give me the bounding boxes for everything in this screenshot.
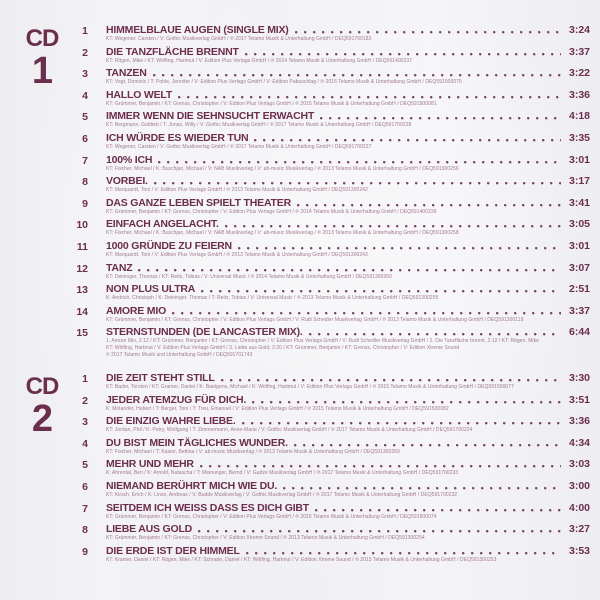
- track-body: [106, 437, 590, 456]
- track-body: [106, 415, 590, 434]
- track-row: [70, 480, 590, 499]
- track-credits: [106, 36, 590, 43]
- dotted-leader: [223, 225, 561, 228]
- track-title-line: [106, 415, 590, 427]
- track-duration: 3:05: [568, 218, 590, 231]
- dotted-leader: [293, 31, 561, 34]
- track-row: [70, 262, 590, 281]
- disc-label-prefix: CD: [25, 25, 59, 52]
- track-title-line: [106, 110, 590, 122]
- track-title: VORBEI.: [106, 175, 148, 188]
- track-duration: 2:51: [568, 283, 590, 296]
- dotted-leader: [295, 204, 561, 207]
- track-credit-line: KT: Bader, Torsten / KT: Gramer, Daniel / K: Baetgens, Michael / K: Wölfing, Hartmut / V: Edition Plus Verlags GmbH / ℗ 2015 Telamo Musik & Unterhaltung GmbH / DEQ591500077: [106, 384, 514, 391]
- track-row: [70, 197, 590, 216]
- track-duration: 3:36: [568, 88, 590, 101]
- track-duration: 3:36: [568, 415, 590, 428]
- track-credit-line: KT: Grümmer, Benjamin / KT: Grenss, Christopher / V: Edition Plus Verlags GmbH / ℗ 2014 Telamo Musik & Unterhaltung GmbH / DEQ591400239: [106, 208, 437, 215]
- track-body: [106, 110, 590, 129]
- track-row: [70, 372, 590, 391]
- track-duration: 3:03: [568, 458, 590, 471]
- track-row: [70, 502, 590, 521]
- track-duration: 3:30: [568, 372, 590, 385]
- track-title: IMMER WENN DIE SEHNSUCHT ERWACHT: [106, 110, 315, 123]
- track-credit-line: KT: Kirsch, Erich / K: Linse, Andreas / V: Budde Musikverlag / V: Gothic Musikverlag GmbH / ℗ 2017 Telamo Musik & Unterhaltung GmbH / DEQ591700232: [106, 492, 458, 499]
- track-credits: [106, 492, 590, 499]
- track-title-line: [106, 326, 590, 338]
- dotted-leader: [252, 139, 561, 142]
- track-credit-line: KT: Wegener, Carsten / V: Gothic Musikverlag GmbH / ℗ 2017 Telamo Musik & Unterhaltung GmbH / DEQ591700183: [106, 36, 372, 42]
- dotted-leader: [313, 509, 561, 512]
- track-duration: 3:37: [568, 45, 590, 58]
- track-title: HALLO WELT: [106, 88, 173, 101]
- track-row: [70, 46, 590, 65]
- track-row: [70, 24, 590, 43]
- track-number: 2: [82, 394, 88, 407]
- track-row: [70, 326, 590, 358]
- track-credit-line: KT: Grümmer, Benjamin / KT: Grenss, Christopher / V: Edition Plus Verlags GmbH / V: Rudi Schedler Musikverlag GmbH / ℗ 2013 Telamo Musik & Unterhaltung GmbH / DEQ591300119: [106, 316, 524, 323]
- track-body: [106, 218, 590, 237]
- track-body: [106, 372, 590, 391]
- track-duration: 3:17: [568, 175, 590, 188]
- track-row: [70, 132, 590, 151]
- track-duration: 3:07: [568, 261, 590, 274]
- track-title-line: [106, 394, 590, 406]
- track-number: 6: [82, 132, 88, 145]
- track-title: 100% ICH: [106, 153, 153, 166]
- track-title-line: [106, 545, 590, 557]
- dotted-leader: [176, 96, 561, 99]
- track-title: ICH WÜRDE ES WIEDER TUN: [106, 131, 249, 144]
- track-credits: [106, 252, 590, 259]
- track-credit-line: KT: Fischer, Michael / T: Kaiser, Bettina / V: ab-music Musikverlag / ℗ 2013 Telamo Musik & Unterhaltung GmbH / DEQ591300259: [106, 448, 400, 455]
- track-credits: [106, 384, 590, 391]
- track-title: DIE TANZFLÄCHE BRENNT: [106, 45, 239, 58]
- dotted-leader: [199, 290, 561, 293]
- track-row: [70, 283, 590, 302]
- track-credits: [106, 58, 590, 65]
- track-duration: 3:53: [568, 544, 590, 557]
- track-duration: 3:27: [568, 523, 590, 536]
- track-title-line: [106, 458, 590, 470]
- track-number: 1: [82, 373, 88, 386]
- track-row: [70, 89, 590, 108]
- track-credit-line: KT: Fischer, Michael / K: Buschjan, Michael / V: NAB Musikverlag / V: ab-music Musikverlag / ℗ 2013 Telamo Musik & Unterhaltung GmbH / DEQ591300258: [106, 230, 459, 237]
- track-credit-line: KT: Wölfing, Hartmut / V: Edition Plus Verlags GmbH / 3. Liebe aus Gold, 2:20 / KT: Grümmer, Benjamin / KT: Grenss, Christopher / V: Edition Xtreme Sound: [106, 344, 460, 351]
- track-row: [70, 240, 590, 259]
- track-title-line: [106, 218, 590, 230]
- track-duration: 4:34: [568, 436, 590, 449]
- dotted-leader: [156, 161, 561, 164]
- track-title: DU BIST MEIN TÄGLICHES WUNDER.: [106, 436, 288, 449]
- dotted-leader: [170, 312, 561, 315]
- track-credit-line: ℗ 2017 Telamo Musik und Unterhaltung GmbH / DEQ591701743: [106, 351, 253, 358]
- dotted-leader: [307, 333, 561, 336]
- track-credit-line: KT: Ritgen, Mike / KT: Wölfing, Hartmut / V: Edition Plus Verlags GmbH / ℗ 2014 Telamo Musik & Unterhaltung GmbH / DEQ591400237: [106, 57, 412, 64]
- track-duration: 3:35: [568, 131, 590, 144]
- track-title: HIMMELBLAUE AUGEN (SINGLE MIX): [106, 24, 289, 36]
- track-title-line: [106, 437, 590, 449]
- disc-label-prefix: CD: [25, 373, 59, 401]
- track-credits: [106, 122, 590, 129]
- track-number: 4: [82, 89, 88, 102]
- track-duration: 3:01: [568, 153, 590, 166]
- track-row: [70, 154, 590, 173]
- track-body: [106, 523, 590, 542]
- track-number: 2: [82, 46, 88, 59]
- track-row: [70, 305, 590, 324]
- track-number: 14: [76, 305, 88, 318]
- track-title-line: [106, 502, 590, 514]
- track-list: [70, 24, 590, 361]
- track-credits: [106, 101, 590, 108]
- track-title: DIE ZEIT STEHT STILL: [106, 372, 215, 385]
- track-number: 11: [76, 240, 88, 253]
- track-title: STERNSTUNDEN (DE LANCASTER MIX).: [106, 326, 303, 339]
- track-title-line: [106, 262, 590, 274]
- dotted-leader: [281, 487, 561, 490]
- track-body: [106, 154, 590, 173]
- track-credit-line: KT: Wegener, Carsten / V: Gothic Musikverlag GmbH / ℗ 2017 Telamo Musik & Unterhaltung GmbH / DEQ591700227: [106, 143, 372, 150]
- track-credit-line: K: Andrich, Christoph / K: Deininger, Thomas / T: Reitz, Tobias / V: Universal Music / ℗ 2013 Telamo Musik & Unterhaltung GmbH / DEQ591300255: [106, 295, 439, 302]
- track-number: 12: [76, 262, 88, 275]
- track-credit-line: KT: Jordan, Phil / K: Petry, Wolfgang / T: Zimmermann, Anne-Marie / V: Gothic Musikverlag GmbH / ℗ 2017 Telamo Musik & Unterhaltung GmbH / DEQ591700224: [106, 427, 473, 434]
- dotted-leader: [243, 53, 561, 56]
- track-credit-line: KT: Fischer, Michael / K: Buschjan, Michael / V: NAB Musikverlag / V: ab-music Musikverlag / ℗ 2013 Telamo Musik & Unterhaltung GmbH / DEQ591300256: [106, 165, 459, 172]
- track-credits: [106, 406, 590, 413]
- track-title: NON PLUS ULTRA: [106, 283, 196, 296]
- track-number: 7: [82, 502, 88, 515]
- track-credit-line: KT: Kramer, Daniel / KT: Ritgen, Mike / KT: Schrade, Daniel / KT: Wölfing, Hartmut / V: Edition Xtreme Sound / ℗ 2013 Telamo Musik & Unterhaltung GmbH / DEQ591300253: [106, 556, 497, 563]
- track-number: 3: [82, 68, 88, 81]
- track-title-line: [106, 523, 590, 535]
- track-duration: 3:00: [568, 480, 590, 493]
- track-credits: [106, 79, 590, 86]
- dotted-leader: [240, 422, 561, 425]
- track-title-line: [106, 154, 590, 166]
- track-credit-line: KT: Deininger, Thomas / KT: Reitz, Tobias / V: Universal Music / ℗ 2014 Telamo Musik & Unterhaltung GmbH / DEQ591300260: [106, 273, 392, 280]
- track-title-line: [106, 175, 590, 187]
- track-title-line: [106, 89, 590, 101]
- track-credits: [106, 514, 590, 521]
- track-credits: [106, 187, 590, 194]
- track-title-line: [106, 372, 590, 384]
- track-row: [70, 523, 590, 542]
- dotted-leader: [292, 444, 561, 447]
- disc-label-number: 1: [31, 50, 53, 92]
- track-title-line: [106, 46, 590, 58]
- track-title: SEITDEM ICH WEISS DASS ES DICH GIBT: [106, 501, 310, 514]
- track-credit-line: K: Ahrental, Ben / K: Arnold, Natascha / T: Meinunger, Bernd / V: Gudze Musikverlag GmbH / ℗ 2017 Telamo Musik & Unterhaltung GmbH / DEQ591700233: [106, 470, 459, 477]
- track-credits: [106, 166, 590, 173]
- track-number: 4: [82, 437, 88, 450]
- track-credits: [106, 209, 590, 216]
- track-body: [106, 458, 590, 477]
- track-row: [70, 218, 590, 237]
- track-title: MEHR UND MEHR: [106, 458, 194, 471]
- dotted-leader: [152, 182, 561, 185]
- track-body: [106, 305, 590, 324]
- disc-label: [14, 24, 70, 90]
- track-credits: [106, 338, 590, 358]
- track-body: [106, 67, 590, 86]
- track-title-line: [106, 24, 590, 36]
- track-title: LIEBE AUS GOLD: [106, 523, 193, 536]
- track-credit-line: KT: Grümmer, Benjamin / KT: Grenss, Christopher / V: Edition Plus Verlags GmbH / ℗ 2015 Telamo Musik & Unterhaltung GmbH / DEQ591500074: [106, 513, 437, 520]
- track-credit-line: KT: Marquardt, Toni / V: Edition Plus Verlags GmbH / ℗ 2013 Telamo Musik & Unterhaltung GmbH / DEQ591300242: [106, 187, 368, 194]
- track-credits: [106, 449, 590, 456]
- track-number: 1: [82, 25, 88, 37]
- track-title-line: [106, 480, 590, 492]
- track-credits: [106, 427, 590, 434]
- track-credit-line: KT: Grümmer, Benjamin / KT: Grenss, Christopher / V: Edition Plus Verlags GmbH / ℗ 2015 Telamo Musik & Unterhaltung GmbH / DEQ591500081: [106, 100, 437, 107]
- track-row: [70, 545, 590, 564]
- track-number: 13: [76, 284, 88, 297]
- track-number: 15: [76, 327, 88, 340]
- dotted-leader: [236, 247, 561, 250]
- track-body: [106, 240, 590, 259]
- dotted-leader: [318, 117, 561, 120]
- track-duration: 3:51: [568, 393, 590, 406]
- track-number: 9: [82, 197, 88, 210]
- track-title: JEDER ATEMZUG FÜR DICH.: [106, 393, 247, 406]
- track-credits: [106, 295, 590, 302]
- track-duration: 3:37: [568, 304, 590, 317]
- track-title-line: [106, 283, 590, 295]
- track-duration: 3:41: [568, 196, 590, 209]
- track-duration: 4:00: [568, 501, 590, 514]
- dotted-leader: [219, 379, 561, 382]
- track-title-line: [106, 305, 590, 317]
- track-row: [70, 110, 590, 129]
- track-body: [106, 89, 590, 108]
- track-body: [106, 46, 590, 65]
- track-duration: 3:22: [568, 67, 590, 80]
- track-number: 5: [82, 459, 88, 472]
- track-body: [106, 132, 590, 151]
- track-title: 1000 GRÜNDE ZU FEIERN: [106, 239, 232, 252]
- track-title-line: [106, 67, 590, 79]
- track-credits: [106, 557, 590, 564]
- track-credit-line: 1. Amore Mio, 2:12 / KT: Grümmer, Benjamin / KT: Grenss, Christopher / V: Edition Plus Verlags GmbH / V: Rudi Schedler Musikverlag GmbH / 2. Die Tanzfläche brennt, 2:12 / KT: Ritgen, Mike: [106, 338, 539, 345]
- track-credit-line: KT: Vogt, Dominic / T: Pohle, Jennifer / V: Edition Plus Verlags GmbH / V: Edition Pabuschlag / ℗ 2015 Telamo Musik & Unterhaltung GmbH / DEQ591500075: [106, 79, 462, 86]
- track-body: [106, 262, 590, 281]
- track-row: [70, 67, 590, 86]
- track-credits: [106, 317, 590, 324]
- track-duration: 4:18: [568, 110, 590, 123]
- track-body: [106, 480, 590, 499]
- track-title: TANZEN: [106, 67, 147, 80]
- track-number: 6: [82, 481, 88, 494]
- track-credits: [106, 144, 590, 151]
- track-number: 5: [82, 111, 88, 124]
- disc-label-number: 2: [31, 398, 53, 441]
- track-title: AMORE MIO: [106, 304, 167, 317]
- track-number: 9: [82, 545, 88, 558]
- dotted-leader: [196, 530, 561, 533]
- track-body: [106, 24, 590, 43]
- track-list: [70, 372, 590, 566]
- track-body: [106, 175, 590, 194]
- dotted-leader: [151, 74, 561, 77]
- track-body: [106, 394, 590, 413]
- track-title-line: [106, 132, 590, 144]
- track-credits: [106, 274, 590, 281]
- track-number: 8: [82, 176, 88, 189]
- dotted-leader: [198, 465, 561, 468]
- disc-label: [14, 372, 70, 441]
- track-body: [106, 326, 590, 358]
- track-number: 7: [82, 154, 88, 167]
- track-body: [106, 545, 590, 564]
- track-credit-line: KT: Marquardt, Toni / V: Edition Plus Verlags GmbH / ℗ 2013 Telamo Musik & Unterhaltung GmbH / DEQ591300243: [106, 251, 368, 258]
- dotted-leader: [244, 552, 561, 555]
- track-duration: 3:24: [568, 24, 590, 36]
- track-number: 8: [82, 524, 88, 537]
- track-row: [70, 437, 590, 456]
- track-body: [106, 283, 590, 302]
- track-number: 3: [82, 416, 88, 429]
- track-body: [106, 502, 590, 521]
- track-row: [70, 175, 590, 194]
- track-credits: [106, 535, 590, 542]
- track-number: 10: [76, 219, 88, 232]
- track-credits: [106, 470, 590, 477]
- dotted-leader: [250, 401, 561, 404]
- track-title: NIEMAND BERÜHRT MICH WIE DU.: [106, 480, 278, 493]
- track-title-line: [106, 240, 590, 252]
- track-title: DAS GANZE LEBEN SPIELT THEATER: [106, 196, 291, 209]
- track-title: DIE ERDE IST DER HIMMEL: [106, 544, 240, 557]
- track-credit-line: K: Molander, Hubert / T: Berger, Toni / T: Treu, Emanuel / V: Edition Plus Verlags GmbH / ℗ 2015 Telamo Musik & Unterhaltung GmbH / DEQ591500082: [106, 405, 449, 412]
- track-title-line: [106, 197, 590, 209]
- track-row: [70, 415, 590, 434]
- track-duration: 6:44: [568, 326, 590, 339]
- track-row: [70, 458, 590, 477]
- track-body: [106, 197, 590, 216]
- track-credits: [106, 230, 590, 237]
- track-credit-line: KT: Bergmann, Gottlieb / T: Jonas, Willy / V: Gothic Musikverlag GmbH / ℗ 2017 Telamo Musik & Unterhaltung GmbH / DEQ591700228: [106, 122, 412, 129]
- dotted-leader: [136, 269, 561, 272]
- track-title: EINFACH ANGELACHT.: [106, 218, 219, 231]
- track-duration: 3:01: [568, 239, 590, 252]
- track-row: [70, 394, 590, 413]
- disc-section: [14, 372, 590, 566]
- track-title: DIE EINZIG WAHRE LIEBE.: [106, 415, 236, 428]
- track-credit-line: KT: Grümmer, Benjamin / KT: Grenss, Christopher / V: Edition Xtreme Sound / ℗ 2013 Telamo Musik & Unterhaltung GmbH / DEQ591300254: [106, 535, 425, 542]
- disc-section: [14, 24, 590, 361]
- track-title: TANZ: [106, 261, 133, 274]
